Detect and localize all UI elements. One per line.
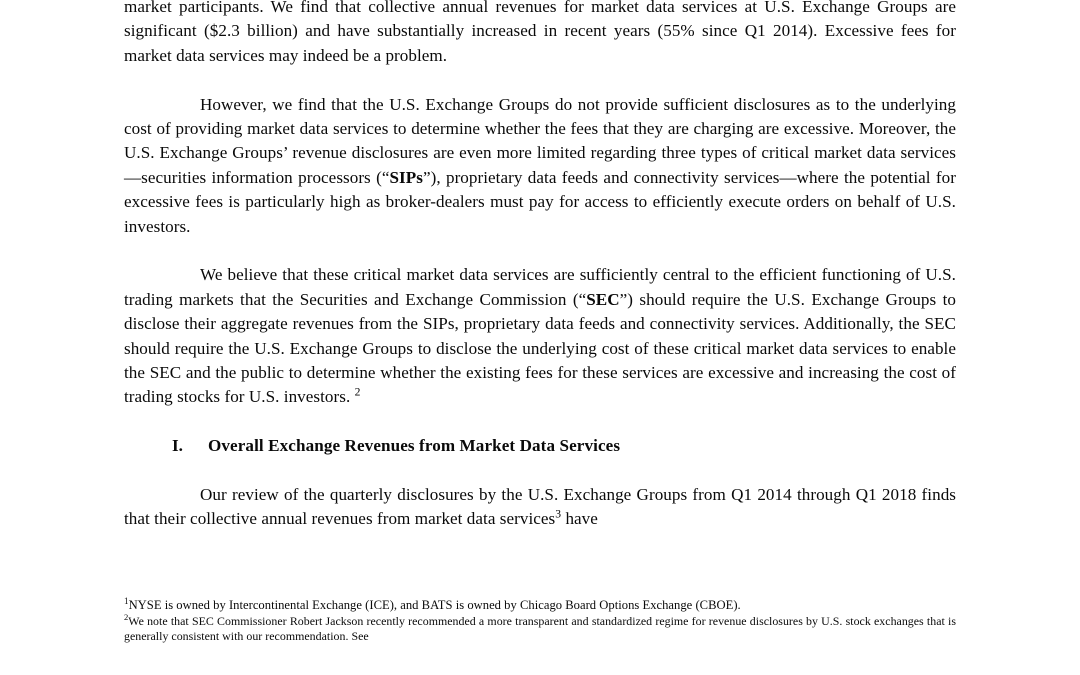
- paragraph-spacer: [124, 68, 956, 92]
- paragraph-spacer: [124, 410, 956, 434]
- footnote-2-marker: 2: [124, 611, 129, 622]
- paragraph-review: [124, 483, 956, 532]
- paragraph-disclosures-text-2: ”), proprietary data feeds and connectivity services—where the potential for excessive fees is particularly high as broker-dealers must pay for access to efficiently execute orders on behalf of U.S. investors.: [124, 167, 956, 236]
- paragraph-believe: [124, 263, 956, 409]
- footnote-2: [124, 611, 956, 645]
- paragraph-clipped-top: market participants. We find that collective annual revenues for market data services at U.S. Exchange Groups are significant ($2.3 billion) and have substantially increased in recent years (55% since Q1 2014). Excessive fees for market data services may indeed be a problem.: [124, 0, 956, 65]
- footnote-marker-3: 3: [555, 507, 562, 521]
- section-heading-number: I.: [172, 436, 183, 456]
- footnote-1-text: NYSE is owned by Intercontinental Exchange (ICE), and BATS is owned by Chicago Board Options Exchange (CBOE).: [128, 598, 741, 612]
- section-heading-title: Overall Exchange Revenues from Market Data Services: [208, 436, 621, 456]
- bold-term-sips: SIPs: [389, 167, 423, 187]
- section-heading: [124, 434, 956, 458]
- body-text-column: [124, 0, 956, 532]
- paragraph-spacer: [124, 239, 956, 263]
- paragraph-spacer: [124, 459, 956, 483]
- paragraph-disclosures: [124, 93, 956, 239]
- footnotes-section: [124, 595, 956, 644]
- paragraph-review-text-2: have: [561, 509, 598, 529]
- footnote-1: [124, 595, 956, 614]
- footnote-marker-2: 2: [354, 385, 361, 399]
- footnote-1-marker: 1: [124, 595, 129, 606]
- paragraph-disclosures-text-1: However, we find that the U.S. Exchange Groups do not provide sufficient disclosures as to the underlying cost of providing market data services to determine whether the fees that they are charging are excessive. Moreover, the U.S. Exchange Groups’ revenue disclosures are even more limited regarding three types of critical market data services—securities information processors (“: [124, 94, 956, 187]
- paragraph-believe-text-1: We believe that these critical market data services are sufficiently central to the efficient functioning of U.S. trading markets that the Securities and Exchange Commission (“: [124, 265, 956, 309]
- paragraph-believe-text-2: ”) should require the U.S. Exchange Groups to disclose their aggregate revenues from the SIPs, proprietary data feeds and connectivity services. Additionally, the SEC should require the U.S. Exchange Groups to disclose the underlying cost of these critical market data services to enable the SEC and the public to determine whether the existing fees for these services are excessive and increasing the cost of trading stocks for U.S. investors.: [124, 289, 956, 407]
- footnote-2-text: We note that SEC Commissioner Robert Jackson recently recommended a more transparent and standardized regime for revenue disclosures by U.S. stock exchanges that is generally consistent with our recommendation. See: [124, 613, 956, 643]
- bold-term-sec: SEC: [586, 289, 620, 309]
- paragraph-review-text-1: Our review of the quarterly disclosures by the U.S. Exchange Groups from Q1 2014 through Q1 2018 finds that their collective annual revenues from market data services: [124, 485, 956, 529]
